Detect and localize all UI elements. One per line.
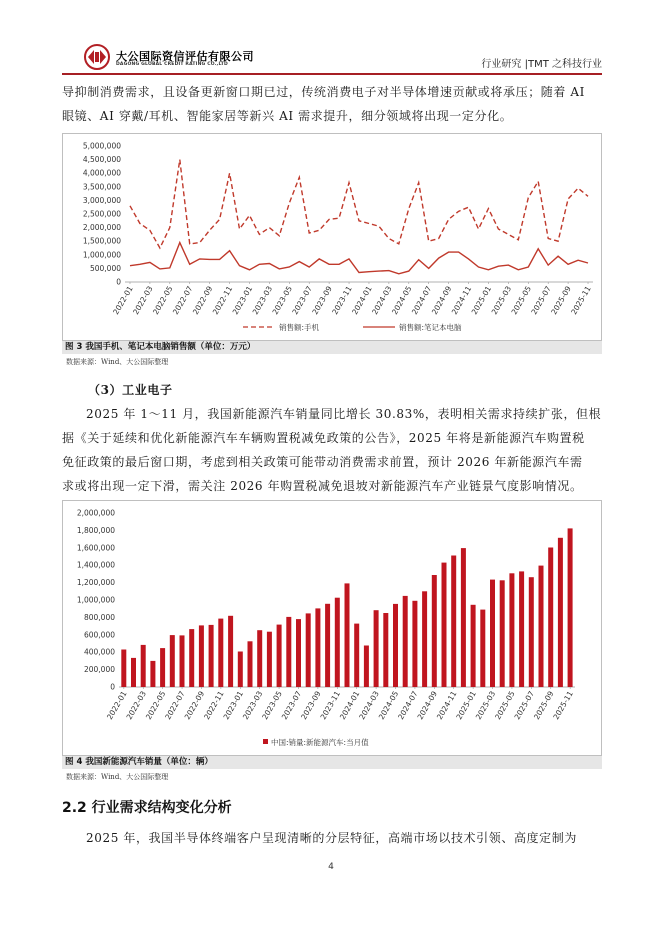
x-tick-label: 2025-01 (469, 284, 494, 317)
industrial-line: 免征政策的最后窗口期，考虑到相关政策可能带动消费需求前置，预计 2026 年新能源汽车需 (62, 455, 583, 469)
x-tick-label: 2022-01 (111, 284, 135, 317)
x-tick-label: 2023-11 (318, 689, 343, 722)
intro-line: 导抑制消费需求，且设备更新窗口期已过，传统消费电子对半导体增速贡献或将承压；随着 AI (62, 85, 586, 99)
x-tick-label: 2023-01 (221, 689, 246, 722)
x-tick-label: 2022-09 (182, 689, 207, 722)
bar (558, 538, 563, 687)
bar (345, 583, 350, 687)
bar (238, 652, 243, 688)
company-logo-icon (82, 44, 112, 70)
x-tick-label: 2022-03 (124, 689, 148, 722)
bar (267, 632, 272, 687)
y-tick-label: 2,000,000 (82, 223, 121, 233)
y-tick-label: 1,200,000 (76, 578, 115, 588)
x-tick-label: 2022-01 (105, 689, 129, 722)
y-tick-label: 800,000 (83, 612, 115, 622)
x-tick-label: 2023-07 (279, 689, 304, 722)
bar (412, 601, 417, 687)
bar (461, 548, 466, 687)
y-tick-label: 600,000 (83, 630, 115, 640)
bar (228, 616, 233, 687)
bar (277, 625, 282, 687)
section-2-2-paragraph: 2025 年，我国半导体终端客户呈现清晰的分层特征，高端市场以技术引领、高度定制为 (86, 831, 577, 845)
bar (306, 613, 311, 687)
industrial-line: 据《关于延续和优化新能源汽车车辆购置税减免政策的公告》，2025 年将是新能源汽车购置税 (62, 431, 585, 445)
figure-3-box (62, 133, 602, 341)
x-tick-label: 2024-05 (376, 689, 401, 722)
y-tick-label: 2,500,000 (82, 209, 121, 219)
x-tick-label: 2025-05 (509, 284, 534, 317)
y-tick-label: 5,000,000 (82, 141, 121, 151)
x-tick-label: 2022-11 (210, 284, 235, 317)
x-tick-label: 2024-09 (415, 689, 440, 722)
x-tick-label: 2024-01 (337, 689, 362, 722)
report-category: 行业研究 |TMT 之科技行业 (481, 59, 602, 70)
figure-4-source: 数据来源：Wind、大公国际整理 (66, 773, 169, 781)
y-tick-label: 0 (116, 277, 121, 287)
y-tick-label: 500,000 (89, 263, 121, 273)
bar (364, 646, 369, 688)
bar (335, 598, 340, 687)
x-tick-label: 2025-09 (549, 284, 573, 317)
bar (160, 648, 165, 687)
x-tick-label: 2024-05 (390, 284, 414, 317)
bar (509, 573, 514, 687)
x-tick-label: 2025-07 (512, 689, 537, 722)
bar (296, 619, 301, 687)
x-tick-label: 2025-03 (473, 689, 498, 722)
bar (325, 604, 330, 687)
x-tick-label: 2024-07 (396, 689, 420, 722)
bar (548, 548, 553, 688)
bar (422, 591, 427, 687)
bar (490, 580, 495, 687)
legend-label: 销售额:笔记本电脑 (399, 323, 462, 332)
series-line-laptop (130, 243, 588, 274)
bar (442, 563, 447, 687)
x-tick-label: 2024-11 (449, 284, 474, 317)
x-tick-label: 2023-03 (240, 689, 265, 722)
bar (383, 613, 388, 687)
bar (354, 624, 359, 687)
y-tick-label: 1,600,000 (76, 543, 115, 553)
y-tick-label: 1,800,000 (76, 525, 115, 535)
x-tick-label: 2024-11 (434, 689, 459, 722)
y-tick-label: 400,000 (83, 647, 115, 657)
x-tick-label: 2024-03 (357, 689, 381, 722)
y-tick-label: 3,500,000 (82, 182, 121, 192)
x-tick-label: 2024-07 (409, 284, 434, 317)
bar (248, 641, 253, 687)
x-tick-label: 2023-05 (260, 689, 284, 722)
x-tick-label: 2023-11 (330, 284, 354, 317)
x-tick-label: 2025-11 (569, 284, 593, 317)
x-tick-label: 2022-09 (190, 284, 215, 317)
section-heading-industrial: （3）工业电子 (88, 383, 173, 397)
bar (209, 625, 214, 687)
legend-label: 中国:销量:新能源汽车:当月值 (271, 738, 369, 747)
figure-3-source: 数据来源：Wind、大公国际整理 (66, 358, 169, 366)
x-tick-label: 2025-09 (532, 689, 556, 722)
x-tick-label: 2024-03 (370, 284, 394, 317)
header-divider (62, 73, 602, 75)
y-tick-label: 1,000,000 (76, 595, 115, 605)
bar (374, 610, 379, 687)
x-tick-label: 2022-07 (163, 689, 187, 722)
legend-swatch (263, 739, 268, 744)
bar (500, 580, 505, 687)
bar (286, 617, 291, 687)
bar (529, 577, 534, 687)
y-tick-label: 3,000,000 (82, 195, 121, 205)
bar (432, 575, 437, 687)
bar (180, 635, 185, 687)
figure-4-caption: 图 4 我国新能源汽车销量（单位：辆） (62, 756, 602, 769)
x-tick-label: 2024-09 (429, 284, 454, 317)
bar (218, 619, 223, 687)
bar (131, 658, 136, 687)
x-tick-label: 2023-03 (250, 284, 275, 317)
x-tick-label: 2025-11 (551, 689, 575, 722)
industrial-line: 2025 年 1～11 月，我国新能源汽车销量同比增长 30.83%，表明相关需求持续扩张，但根 (86, 407, 602, 421)
y-tick-label: 4,000,000 (82, 168, 121, 178)
bar (170, 635, 175, 687)
intro-line: 眼镜、AI 穿戴/耳机、智能家居等新兴 AI 需求提升，细分领域将出现一定分化。 (62, 109, 513, 123)
figure-4-box (62, 500, 602, 756)
x-tick-label: 2022-05 (143, 689, 168, 722)
legend-label: 销售额:手机 (279, 323, 320, 332)
industrial-paragraph (62, 402, 602, 498)
x-tick-label: 2023-09 (310, 284, 334, 317)
company-name-en: DAGONG GLOBAL CREDIT RATING CO.,LTD (116, 62, 228, 67)
page-number: 4 (328, 862, 334, 872)
series-line-phone (130, 160, 588, 248)
x-tick-label: 2023-09 (299, 689, 323, 722)
bar (315, 608, 320, 687)
y-tick-label: 2,000,000 (76, 508, 115, 518)
x-tick-label: 2022-03 (131, 284, 155, 317)
y-tick-label: 1,000,000 (82, 250, 121, 260)
x-tick-label: 2025-07 (529, 284, 553, 317)
bar (257, 630, 262, 687)
y-tick-label: 1,500,000 (82, 236, 121, 246)
x-tick-label: 2022-11 (202, 689, 226, 722)
company-name-cn: 大公国际资信评估有限公司 (116, 50, 254, 63)
bar (471, 605, 476, 687)
section-2-2-title: 2.2 行业需求结构变化分析 (62, 800, 232, 816)
y-tick-label: 0 (110, 682, 115, 692)
bar (403, 596, 408, 687)
x-tick-label: 2025-03 (489, 284, 514, 317)
x-tick-label: 2022-07 (170, 284, 195, 317)
bar (189, 629, 194, 687)
bar (393, 604, 398, 687)
bar (141, 645, 146, 687)
industrial-line: 求或将出现一定下滑，需关注 2026 年购置税减免退坡对新能源汽车产业链景气度影响情况。 (62, 479, 583, 493)
y-tick-label: 1,400,000 (76, 560, 115, 570)
x-tick-label: 2023-07 (290, 284, 314, 317)
bar (568, 528, 573, 687)
y-tick-label: 200,000 (83, 665, 115, 675)
x-tick-label: 2025-01 (454, 689, 478, 722)
x-tick-label: 2025-05 (493, 689, 517, 722)
nev-sales-chart (63, 501, 601, 755)
bar (451, 556, 456, 688)
x-tick-label: 2023-05 (270, 284, 295, 317)
bar (539, 566, 544, 687)
x-tick-label: 2024-01 (350, 284, 374, 317)
intro-paragraph (62, 80, 602, 128)
bar (480, 610, 485, 687)
figure-3-caption: 图 3 我国手机、笔记本电脑销售额（单位：万元） (62, 341, 602, 354)
bar (199, 625, 204, 687)
x-tick-label: 2022-05 (151, 284, 175, 317)
x-tick-label: 2023-01 (230, 284, 255, 317)
bar (150, 661, 155, 687)
bar (519, 571, 524, 687)
bar (121, 650, 126, 688)
phone-laptop-sales-chart (63, 134, 601, 340)
y-tick-label: 4,500,000 (82, 155, 121, 165)
